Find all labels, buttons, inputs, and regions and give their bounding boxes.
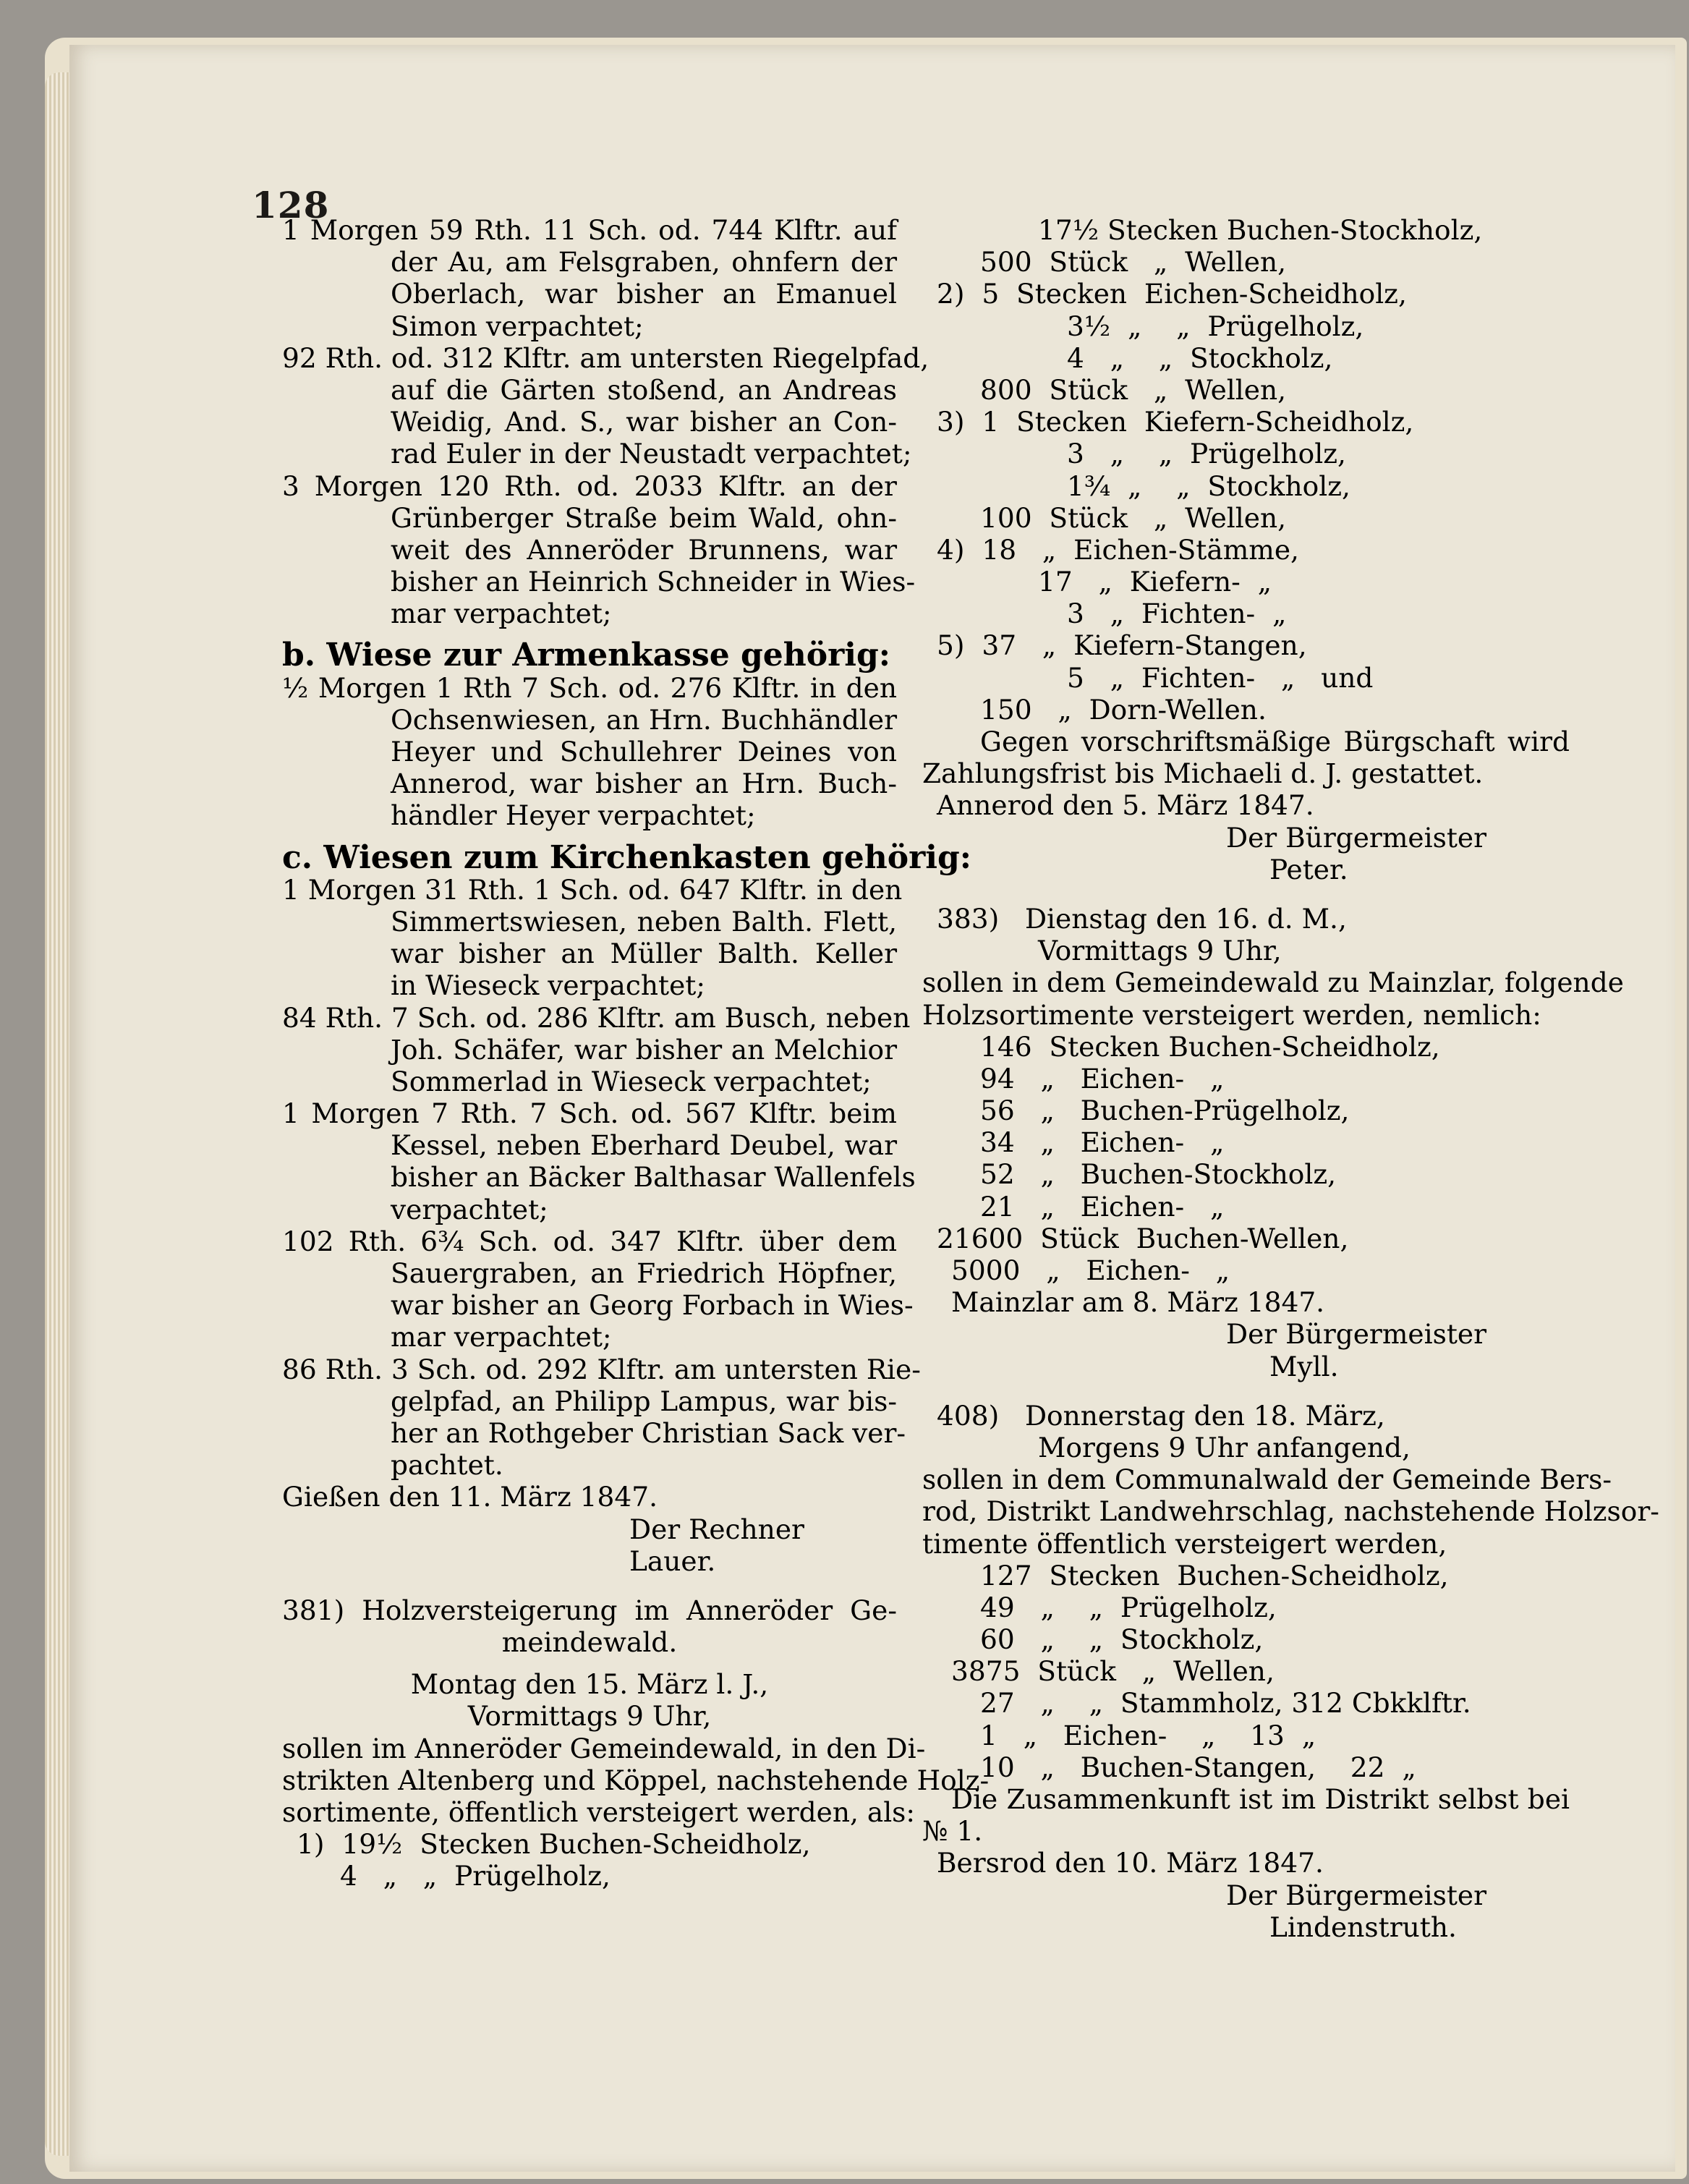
signature-name: Myll. <box>1269 1350 1339 1382</box>
text-line: bisher an Bäcker Balthasar Wallenfels <box>391 1161 916 1194</box>
list-item: 21 „ Eichen- „ <box>980 1190 1225 1223</box>
text-line: Morgens 9 Uhr anfangend, <box>1038 1431 1411 1463</box>
date-line: Gießen den 11. März 1847. <box>282 1481 658 1513</box>
text-line: 84 Rth. 7 Sch. od. 286 Klftr. am Busch, neben <box>282 1001 911 1034</box>
text-line: Montag den 15. März l. J., <box>410 1668 769 1701</box>
text-line: sortimente, öffentlich versteigert werden, als: <box>282 1796 916 1828</box>
text-line: timente öffentlich versteigert werden, <box>922 1527 1447 1560</box>
text-line: rad Euler in der Neustadt verpachtet; <box>391 438 912 470</box>
text-line: Weidig, And. S., war bisher an Con- <box>391 406 897 438</box>
signature-name: Lindenstruth. <box>1269 1911 1457 1943</box>
signature-title: Der Bürgermeister <box>1226 1318 1487 1351</box>
text-line: her an Rothgeber Christian Sack ver- <box>391 1416 906 1449</box>
text-line: der Au, am Felsgraben, ohnfern der <box>391 246 897 279</box>
text-line: Gegen vorschriftsmäßige Bürgschaft wird <box>980 726 1570 757</box>
list-item: 146 Stecken Buchen-Scheidholz, <box>980 1030 1440 1063</box>
text-line: Heyer und Schullehrer Deines von <box>391 736 897 768</box>
signature-name: Lauer. <box>629 1544 716 1577</box>
text-line: Vormittags 9 Uhr, <box>1038 935 1282 967</box>
text-line: mar verpachtet; <box>391 598 612 630</box>
text-line: 1 Morgen 7 Rth. 7 Sch. od. 567 Klftr. beim <box>282 1097 897 1130</box>
text-line: Annerod, war bisher an Hrn. Buch- <box>391 768 897 800</box>
list-item: 60 „ „ Stockholz, <box>980 1623 1264 1656</box>
text-line: gelpfad, an Philipp Lampus, war bis- <box>391 1385 897 1417</box>
list-item: 56 „ Buchen-Prügelholz, <box>980 1095 1350 1127</box>
list-item: 4 „ „ Prügelholz, <box>340 1860 610 1892</box>
list-item: 27 „ „ Stammholz, 312 Cbkklftr. <box>980 1687 1471 1720</box>
list-item: 4) 18 „ Eichen-Stämme, <box>937 533 1299 566</box>
text-line: sollen im Anneröder Gemeindewald, in den Di- <box>282 1732 926 1764</box>
list-item: 49 „ „ Prügelholz, <box>980 1591 1277 1623</box>
text-line: ½ Morgen 1 Rth 7 Sch. od. 276 Klftr. in den <box>282 671 897 704</box>
text-line: Kessel, neben Eberhard Deubel, war <box>391 1129 897 1162</box>
notice-heading: 383) Dienstag den 16. d. M., <box>937 902 1347 935</box>
section-heading: c. Wiesen zum Kirchenkasten gehörig: <box>282 838 972 876</box>
list-item: 150 „ Dorn-Wellen. <box>980 693 1267 726</box>
text-line: bisher an Heinrich Schneider in Wies- <box>391 566 916 598</box>
date-line: Annerod den 5. März 1847. <box>937 789 1314 822</box>
spacer <box>282 1658 897 1668</box>
list-item: 800 Stück „ Wellen, <box>980 373 1287 406</box>
text-line: Simmertswiesen, neben Balth. Flett, <box>391 905 897 938</box>
list-item: 4 „ „ Stockholz, <box>1067 341 1333 374</box>
text-line: Grünberger Straße beim Wald, ohn- <box>391 501 897 534</box>
text-line: war bisher an Georg Forbach in Wies- <box>391 1289 914 1322</box>
list-item: 5 „ Fichten- „ und <box>1067 661 1374 694</box>
text-line: sollen in dem Communalwald der Gemeinde Bers- <box>922 1463 1612 1496</box>
text-line: Joh. Schäfer, war bisher an Melchior <box>391 1033 897 1066</box>
text-line: weit des Anneröder Brunnens, war <box>391 533 897 566</box>
text-line: händler Heyer verpachtet; <box>391 799 756 832</box>
text-line: 86 Rth. 3 Sch. od. 292 Klftr. am untersten Rie- <box>282 1353 921 1385</box>
list-item: 94 „ Eichen- „ <box>980 1062 1225 1095</box>
list-item: 3) 1 Stecken Kiefern-Scheidholz, <box>937 406 1414 438</box>
list-item: 2) 5 Stecken Eichen-Scheidholz, <box>937 278 1407 310</box>
text-line: strikten Altenberg und Köppel, nachstehende Holz- <box>282 1764 990 1796</box>
spacer <box>922 885 1570 903</box>
list-item: 3 „ „ Prügelholz, <box>1067 438 1346 470</box>
text-line: war bisher an Müller Balth. Keller <box>391 938 897 970</box>
text-line: Zahlungsfrist bis Michaeli d. J. gestattet. <box>922 757 1484 790</box>
text-line: pachtet. <box>391 1449 503 1482</box>
signature-name: Peter. <box>1269 853 1348 885</box>
text-line: auf die Gärten stoßend, an Andreas <box>391 373 897 406</box>
list-item: 1) 19½ Stecken Buchen-Scheidholz, <box>297 1828 811 1861</box>
list-item: 1¾ „ „ Stockholz, <box>1067 469 1350 502</box>
list-item: 10 „ Buchen-Stangen, 22 „ <box>980 1751 1416 1783</box>
text-line: verpachtet; <box>391 1193 548 1225</box>
spacer <box>282 1577 897 1594</box>
text-line: 92 Rth. od. 312 Klftr. am untersten Riegelpfad, <box>282 341 929 374</box>
text-line: Sommerlad in Wieseck verpachtet; <box>391 1065 872 1097</box>
list-item: 3875 Stück „ Wellen, <box>951 1655 1275 1688</box>
list-item: 17 „ Kiefern- „ <box>1038 566 1272 598</box>
text-line: № 1. <box>922 1815 983 1848</box>
text-line: 3 Morgen 120 Rth. od. 2033 Klftr. an der <box>282 469 897 502</box>
list-item: 100 Stück „ Wellen, <box>980 501 1287 534</box>
page-number: 128 <box>252 184 330 226</box>
text-line: Vormittags 9 Uhr, <box>467 1700 712 1733</box>
date-line: Mainzlar am 8. März 1847. <box>951 1286 1325 1319</box>
signature-title: Der Bürgermeister <box>1226 1879 1487 1911</box>
text-line: sollen in dem Gemeindewald zu Mainzlar, folgende <box>922 966 1624 999</box>
section-heading: b. Wiese zur Armenkasse gehörig: <box>282 637 891 674</box>
list-item: 5) 37 „ Kiefern-Stangen, <box>937 629 1307 662</box>
list-item: 1 „ Eichen- „ 13 „ <box>980 1719 1316 1751</box>
text-line: Simon verpachtet; <box>391 310 644 342</box>
list-item: 17½ Stecken Buchen-Stockholz, <box>1038 214 1483 246</box>
list-item: 3½ „ „ Prügelholz, <box>1067 310 1364 342</box>
text-line: Oberlach, war bisher an Emanuel <box>391 278 897 310</box>
text-line: mar verpachtet; <box>391 1321 612 1354</box>
signature-title: Der Rechner <box>629 1513 804 1545</box>
text-line: Holzsortimente versteigert werden, nemlich: <box>922 998 1541 1031</box>
list-item: 127 Stecken Buchen-Scheidholz, <box>980 1559 1449 1592</box>
signature-title: Der Bürgermeister <box>1226 821 1487 854</box>
text-line: Sauergraben, an Friedrich Höpfner, <box>391 1257 897 1289</box>
text-line: 1 Morgen 31 Rth. 1 Sch. od. 647 Klftr. in den <box>282 873 903 906</box>
date-line: Bersrod den 10. März 1847. <box>937 1847 1324 1879</box>
list-item: 52 „ Buchen-Stockholz, <box>980 1158 1337 1191</box>
notice-heading: 381) Holzversteigerung im Anneröder Ge- <box>282 1594 897 1626</box>
list-item: 3 „ Fichten- „ <box>1067 598 1287 630</box>
right-column <box>922 214 1659 1943</box>
text-line: Die Zusammenkunft ist im Distrikt selbst bei <box>951 1783 1570 1815</box>
spacer <box>922 1382 1570 1400</box>
text-line: 1 Morgen 59 Rth. 11 Sch. od. 744 Klftr. auf <box>282 214 897 246</box>
list-item: 21600 Stück Buchen-Wellen, <box>937 1222 1349 1254</box>
page-edges <box>45 72 69 2156</box>
list-item: 34 „ Eichen- „ <box>980 1126 1225 1159</box>
notice-heading: 408) Donnerstag den 18. März, <box>937 1399 1385 1432</box>
text-line: Ochsenwiesen, an Hrn. Buchhändler <box>391 703 897 736</box>
notice-heading: meindewald. <box>501 1626 678 1659</box>
list-item: 5000 „ Eichen- „ <box>951 1254 1230 1286</box>
text-line: rod, Distrikt Landwehrschlag, nachstehende Holzsor- <box>922 1495 1659 1528</box>
text-line: in Wieseck verpachtet; <box>391 969 706 1002</box>
list-item: 500 Stück „ Wellen, <box>980 246 1287 279</box>
text-line: 102 Rth. 6¾ Sch. od. 347 Klftr. über dem <box>282 1225 897 1257</box>
